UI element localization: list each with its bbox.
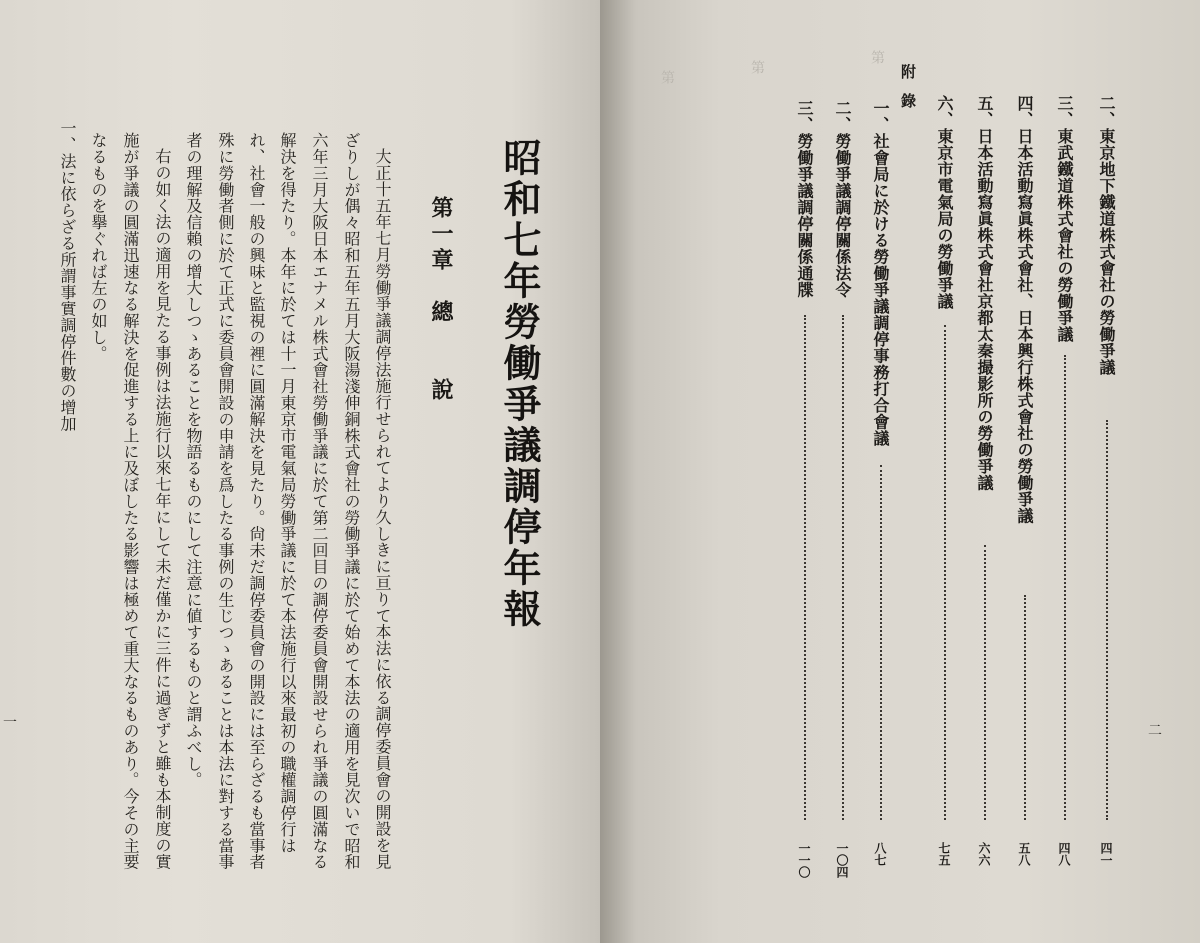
appendix-item-page: 一一〇 [797, 842, 811, 878]
book-title: 昭和七年勞働爭議調停年報 [497, 138, 542, 630]
bleed-through-text: 第 [869, 50, 885, 64]
body-line: なるものを擧ぐれば左の如し。 [89, 132, 108, 362]
body-line: 大正十五年七月勞働爭議調停法施行せられてより久しきに亘りて本法に依る調停委員會の開設を見 [373, 148, 392, 870]
toc-leader [984, 545, 986, 820]
toc-leader [880, 465, 882, 820]
toc-leader [1024, 595, 1026, 820]
body-line: れ、社會一般の興味と監視の裡に圓滿解決を見たり。尙未だ調停委員會の開設には至らざるも當事者 [247, 132, 266, 870]
body-line: 施が爭議の圓滿迅速なる解決を促進する上に及ぼしたる影響は極めて重大なるものあり。今その主要 [121, 132, 140, 870]
toc-leader [842, 315, 844, 820]
body-line: 解決を得たり。本年に於ては十一月東京市電氣局勞働爭議に於て本法施行以來最初の職權調停行は [278, 132, 297, 854]
toc-item-title: 二、東京地下鐵道株式會社の勞働爭議 [1097, 95, 1116, 376]
toc-item-page: 五八 [1017, 842, 1031, 866]
appendix-item-title: 三、勞働爭議調停關係通牒 [795, 100, 814, 298]
toc-leader [804, 315, 806, 820]
toc-item-page: 四一 [1099, 842, 1113, 866]
body-line: 一、法に依らざる所謂事實調停件數の增加 [58, 120, 77, 432]
toc-item-title: 四、日本活動寫眞株式會社、日本興行株式會社の勞働爭議 [1015, 95, 1034, 524]
right-page [600, 0, 1200, 943]
body-line: 者の理解及信賴の增大しつゝあることを物語るものにして注意に値するものと謂ふべし。 [184, 132, 203, 788]
appendix-heading: 附錄 [899, 64, 917, 122]
body-line: ざりしが偶々昭和五年五月大阪湯淺伸銅株式會社の勞働爭議に於て始めて本法の適用を見次いで昭和 [342, 132, 361, 870]
folio-mark: 一 [3, 715, 17, 731]
bleed-through-text: 第 [749, 60, 765, 74]
body-line: 右の如く法の適用を見たる事例は法施行以來七年にして未だ僅かに三件に過ぎずと雖も本制度の實 [153, 148, 172, 870]
appendix-item-page: 一〇四 [835, 842, 849, 878]
toc-leader [1106, 420, 1108, 820]
appendix-item-title: 二、勞働爭議調停關係法令 [833, 100, 852, 298]
toc-item-title: 五、日本活動寫眞株式會社京都太秦撮影所の勞働爭議 [975, 95, 994, 491]
toc-leader [1064, 355, 1066, 820]
toc-item-page: 六六 [977, 842, 991, 866]
toc-item-page: 七五 [937, 842, 951, 866]
bleed-through-text: 第 [659, 70, 675, 84]
appendix-item-page: 八七 [873, 842, 887, 866]
toc-item-title: 六、東京市電氣局の勞働爭議 [935, 95, 954, 310]
body-line: 殊に勞働者側に於て正式に委員會開設の申請を爲したる事例の生じつゝあることは本法に對する當事 [216, 132, 235, 870]
appendix-item-title: 一、社會局に於ける勞働爭議調停事務打合會議 [871, 100, 890, 447]
folio-mark: 二 [1148, 723, 1162, 739]
body-line: 六年三月大阪日本エナメル株式會社勞働爭議に於て第二回目の調停委員會開設せられ爭議の圓滿なる [310, 132, 329, 870]
toc-item-title: 三、東武鐵道株式會社の勞働爭議 [1055, 95, 1074, 343]
chapter-heading: 第一章 總 說 [428, 196, 454, 404]
toc-item-page: 四八 [1057, 842, 1071, 866]
toc-leader [944, 325, 946, 820]
